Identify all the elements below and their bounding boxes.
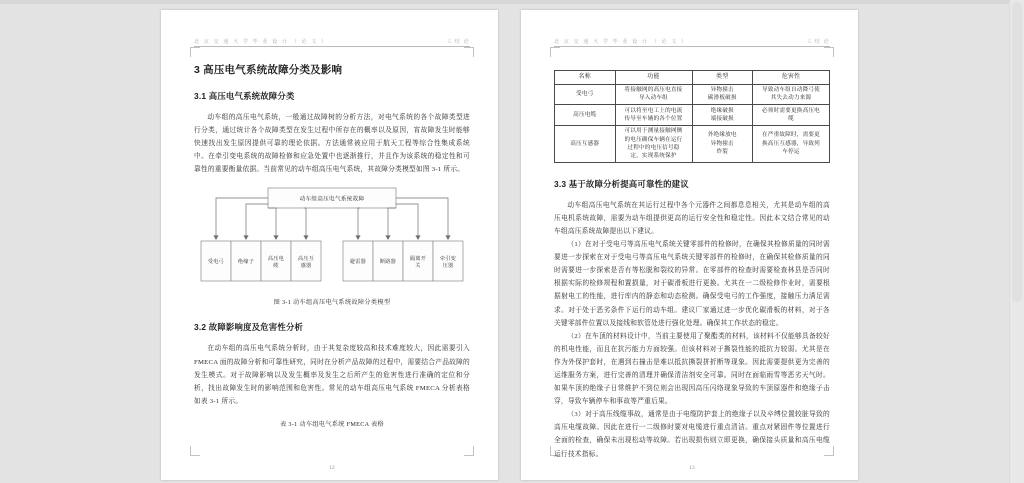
- page-number-right: 13: [689, 465, 695, 471]
- table-row: [555, 125, 830, 162]
- table-row: [555, 84, 830, 105]
- fault-tree-leaf-3a: 高压电: [267, 256, 285, 263]
- fault-tree-leaf-7b: 关: [415, 263, 421, 270]
- crop-mark-top-left: [190, 47, 200, 57]
- paragraph-3-1-1: 动车组的高压电气系统，一般通过故障树的分析方法，对电气系统的各个故障类型进行分类，通过统计各个故障类型在发生过程中所存在的概率以及原因，宵故障发生时能够快速找出发生原因提供可靠的理论依据。方法通常被应用于航天工程等综合性集成系统中。在牵引变电系统的故障检修和应急处置中也逐渐推行，并且作为该系统的稳定性和可靠性的重要衡量依据。当前常见的动车组高压电气系统，其故障分类模型如图 3-1 所示。: [194, 114, 470, 174]
- table-column-header-hazard: 危害性: [753, 71, 830, 85]
- fault-tree-root-label: 动车组高压电气系统故障: [299, 196, 365, 203]
- cell-hazard: 导致动车组自动降弓使 其失去动力来源: [753, 84, 830, 105]
- running-header: [554, 32, 830, 47]
- running-header-right: 5 结 论: [448, 39, 470, 45]
- table-column-header-name: 名称: [555, 71, 616, 85]
- cell-function: 将接触网的高压电直接 导入动车组: [615, 84, 692, 105]
- fault-tree-svg: [194, 186, 470, 290]
- page-content: [194, 62, 470, 428]
- fault-tree-leaf-5: 避雷器: [349, 259, 367, 266]
- running-header-right: 5 结 论: [808, 39, 830, 45]
- fault-tree-leaf-4b: 感器: [300, 263, 312, 270]
- fault-tree-leaf-8a: 牵引变: [439, 256, 457, 263]
- scrollbar-thumb[interactable]: [1012, 2, 1022, 302]
- table-row: [555, 105, 830, 126]
- fault-tree-leaf-3b: 缆: [273, 263, 279, 270]
- cell-name: 受电弓: [555, 84, 616, 105]
- section-heading-3: 3 高压电气系统故障分类及影响: [194, 64, 343, 76]
- running-header-left: 北 京 交 通 大 学 毕 业 设 计 （ 论 文 ）: [554, 39, 688, 45]
- cell-hazard: 在严重故障时，需要更 换高压互感器，导致列 车停运: [753, 125, 830, 162]
- paragraph-3-3-3: （2）在车顶的材料设计中，当前主要使用了聚酯类的材料，该材料不仅能够具备较好的机电性能，而且在抗污能力方面较强。但该材料对于撕裂性能的抵抗力较弱。尤其是在作为外保护套时，在遇到右撞击是难以抵抗撕裂拼折断等现象。因此需要提供更为完善的运维服务方案，进行完善的清理并确保清洁剂安全可靠。同时在面临雨雪等恶劣天气时。如果车顶的绝缘子日常维护不到位则会出现因高压闪络现象导致的车顶原器件和绝缘子击穿，导致车辆停车和事故等严重后果。: [554, 332, 830, 406]
- running-header: [194, 32, 470, 47]
- crop-mark-bottom-left: [190, 446, 200, 456]
- paragraph-3-2-1: 在动车组的高压电气系统分析时，由于其复杂度较高和技术难度较大，因此需要引入 FMECA 面的故障分析和可靠性研究，同时在分析产品故障的过程中，需要结合产品故障的发生模式。对于故障影响以及发生概率及发生之后所产生的危害性进行准确的定位和分析，找出故障发生时的影响范围和危害性。常见的动车组高压电气系统 FMECA 分析表格如表 3-1 所示。: [194, 345, 470, 405]
- fault-tree-arrowheads: [213, 236, 450, 241]
- page-number-left: 12: [329, 465, 335, 471]
- paragraph-3-3-2: （1）在对于受电弓等高压电气系统关键零部件的检修时，在确保其检修质量的同时需要进一步探索在对于受电弓等高压电气系统关键零部件的检修时，在确保其检修质量的同时需要进一步探索是否有等松脱和裂纹的异常。在零部件的检查时需要检查林县是否同时根据实际的检修规程和置损量，对于碳滑板进行更换。尤其在一二级检修作业时，需要根据射电工的性能，进行库内的静态和动态检测。确保受电弓的工作强度，接触压力满足需求。对于处于恶劣条件下运行的动车组。建议厂家通过进一步优化碳滑板的材料，对于各关键零部件位置以及接线和软管处进行强化处理。确保其工作状态的稳定。: [554, 241, 830, 327]
- document-page-13: [521, 10, 858, 480]
- subsection-heading-3-2: 3.2 故障影响度及危害性分析: [194, 322, 304, 333]
- cell-hazard: 必须时需要更换高压电 缆: [753, 105, 830, 126]
- fault-tree-leaf-8b: 压器: [442, 263, 454, 270]
- cell-function: 可以用于测量接触网侧 的电压确保车辆在运行 过程中的电压信号稳 定，实现系统保护: [615, 125, 692, 162]
- fault-tree-figure: [194, 186, 470, 290]
- crop-mark-top-right: [464, 47, 474, 57]
- table-header-row: [555, 71, 830, 85]
- table-caption-3-1: 表 3-1 动车组电气系统 FMECA 表格: [280, 420, 384, 428]
- running-header-left: 北 京 交 通 大 学 毕 业 设 计 （ 论 文 ）: [194, 39, 328, 45]
- document-page-12: [161, 10, 498, 480]
- paragraph-3-3-1: 动车组高压电气系统在其运行过程中各个元器件之间都息息相关，尤其是动车组的高压电机系统故障，需要为动车组提供更高的运行安全性和稳定性。因此本文结合常见的动车组高压系统故障提出以下建议。: [554, 201, 830, 235]
- subsection-heading-3-3: 3.3 基于故障分析提高可靠性的建议: [554, 178, 689, 189]
- paragraph-3-3-4: （3）对于高压线缆事故，通常是由于电缆防护套上的绝缘子以及卒缚位置较脏导致的高压电缆故障。因此在进行一二级修时要对电缆进行重点清洁。重点对紧固件等位置进行全面的检查，确保未出现松动等故障。若出现损伤则立即更换，确保接头质量和高压电缆运行技术指标。: [554, 411, 830, 458]
- cell-type: 异物撞击 碳滑板破损: [692, 84, 753, 105]
- document-viewport: [0, 4, 1010, 483]
- crop-mark-bottom-right: [464, 446, 474, 456]
- vertical-scrollbar[interactable]: [1009, 0, 1024, 483]
- fault-tree-leaf-1: 受电弓: [207, 259, 225, 266]
- cell-type: 外绝缘放电 异物撞击 炸裂: [692, 125, 753, 162]
- table-column-header-type: 类型: [692, 71, 753, 85]
- cell-function: 可以将至电工上的电流 传导至车辆的各个位置: [615, 105, 692, 126]
- fault-tree-leaf-2: 绝缘子: [237, 259, 255, 266]
- fault-tree-leaf-4a: 高压互: [297, 256, 315, 263]
- page-content: [554, 56, 830, 461]
- fmeca-table: [554, 70, 830, 163]
- figure-caption-3-1: 图 3-1 动车组高压电气系统故障分类模型: [273, 299, 391, 307]
- cell-name: 高压互感器: [555, 125, 616, 162]
- fault-tree-leaf-6: 断路器: [379, 259, 397, 266]
- cell-type: 绝缘破损 端接破损: [692, 105, 753, 126]
- cell-name: 高压电缆: [555, 105, 616, 126]
- fault-tree-leaf-7a: 隔离开: [409, 256, 427, 263]
- subsection-heading-3-1: 3.1 高压电气系统故障分类: [194, 91, 295, 101]
- table-column-header-function: 功能: [615, 71, 692, 85]
